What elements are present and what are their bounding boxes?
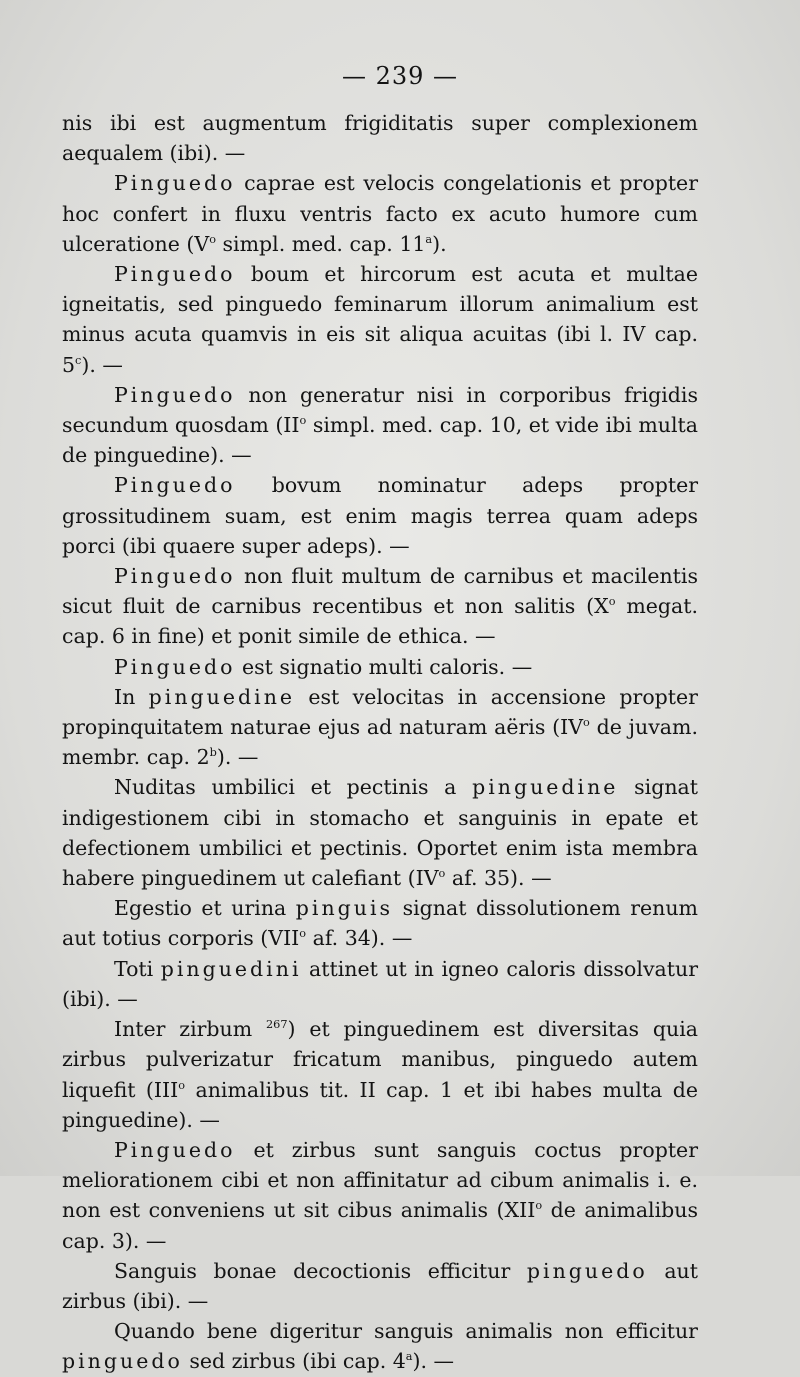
paragraph	[62, 1316, 698, 1376]
paragraph	[62, 772, 698, 893]
paragraph	[62, 168, 698, 259]
page-body-text	[62, 108, 698, 1377]
text-run: In	[114, 684, 149, 709]
paragraph	[62, 652, 698, 682]
paragraph	[62, 1256, 698, 1316]
superscript: o	[299, 927, 307, 941]
text-run: caprae est velocis congelationis et propter hoc confert in fluxu ventris facto ex acuto humore cum ulceratione (V	[62, 171, 698, 256]
text-run: signat dissolutionem renum aut totius corporis (VII	[62, 896, 698, 951]
text-run: nis ibi est augmentum frigiditatis super complexionem aequalem (ibi). —	[62, 111, 698, 166]
paragraph	[62, 682, 698, 773]
superscript: o	[178, 1078, 186, 1092]
text-run: et zirbus sunt sanguis coctus propter meliorationem cibi et non affinitatur ad cibum animalis i. e. non est conveniens ut sit cibus animalis (XII	[62, 1137, 698, 1223]
spaced-keyword: pinguis	[295, 896, 394, 921]
superscript: o	[583, 716, 590, 730]
spaced-keyword: Pinguedo	[114, 564, 236, 589]
text-run: est velocitas in accensione propter propinquitatem naturae ejus ad naturam aëris (IV	[62, 684, 698, 740]
superscript: c	[75, 353, 82, 367]
text-run: boum et hircorum est acuta et multae igneitatis, sed pinguedo feminarum illorum animalium est minus acuta quamvis in eis sit aliqua acuitas (ibi l. IV cap. 5	[62, 262, 698, 377]
text-run: Sanguis bonae decoctionis efficitur	[114, 1258, 527, 1283]
paragraph	[62, 380, 698, 471]
superscript: o	[299, 414, 307, 428]
text-run: ). —	[216, 745, 259, 770]
superscript: o	[209, 232, 216, 246]
spaced-keyword: pinguedo	[62, 1349, 183, 1374]
spaced-keyword: Pinguedo	[114, 654, 236, 679]
text-run: bovum nominatur adeps propter grossitudinem suam, est enim magis terrea quam adeps porci (ibi quaere super adeps). —	[62, 473, 698, 558]
superscript: b	[209, 746, 217, 760]
paragraph	[62, 470, 698, 561]
spaced-keyword: Pinguedo	[114, 1137, 236, 1162]
paragraph	[62, 259, 698, 380]
text-run: non fluit multum de carnibus et macilentis sicut fluit de carnibus recentibus et non salitis (X	[62, 564, 698, 619]
spaced-keyword: Pinguedo	[114, 262, 236, 287]
spaced-keyword: pinguedo	[526, 1258, 648, 1283]
text-run: attinet ut in igneo caloris dissolvatur (ibi). —	[62, 956, 698, 1011]
text-run: Inter zirbum	[114, 1017, 267, 1042]
spaced-keyword: Pinguedo	[114, 473, 236, 498]
superscript: o	[438, 867, 446, 881]
text-run: non generatur nisi in corporibus frigidis secundum quosdam (II	[62, 382, 698, 438]
spaced-keyword: pinguedine	[148, 684, 296, 709]
text-run: ). —	[412, 1349, 455, 1374]
text-run: megat. cap. 6 in fine) et ponit simile de ethica. —	[62, 594, 699, 649]
text-run: Nuditas umbilici et pectinis a	[114, 775, 473, 800]
paragraph	[62, 954, 698, 1014]
paragraph	[62, 108, 698, 168]
text-run: ).	[432, 231, 447, 256]
text-run: aut zirbus (ibi). —	[62, 1258, 698, 1313]
text-run: animalibus tit. II cap. 1 et ibi habes multa de pinguedine). —	[62, 1077, 698, 1132]
text-run: Toti	[114, 956, 161, 981]
superscript: o	[535, 1199, 543, 1213]
text-run: signat indigestionem cibi in stomacho et sanguinis in epate et defectionem umbilici et pectinis. Oportet enim ista membra habere pinguedinem ut calefiant (IV	[62, 775, 698, 891]
text-run: ). —	[81, 352, 123, 377]
text-run: simpl. med. cap. 10, et vide ibi multa de pinguedine). —	[62, 413, 698, 468]
page-number: — 239 —	[341, 62, 459, 90]
paragraph	[62, 893, 698, 953]
text-run: de animalibus cap. 3). —	[62, 1198, 698, 1253]
superscript: 267	[266, 1018, 288, 1032]
text-run: af. 34). —	[306, 926, 413, 951]
paragraph	[62, 561, 698, 652]
text-run: sed zirbus (ibi cap. 4	[182, 1349, 406, 1374]
text-run: af. 35). —	[445, 866, 552, 891]
paragraph	[62, 1135, 698, 1256]
text-run: est signatio multi caloris. —	[235, 654, 533, 679]
paragraph	[62, 1014, 698, 1135]
superscript: a	[405, 1350, 413, 1364]
text-run: de juvam. membr. cap. 2	[62, 715, 698, 770]
text-run: ) et pinguedinem est diversitas quia zirbus pulverizatur fricatum manibus, pinguedo autem liquefit (III	[62, 1017, 698, 1102]
text-run: simpl. med. cap. 11	[215, 231, 426, 256]
superscript: a	[425, 232, 433, 246]
text-run: Egestio et urina	[114, 896, 296, 921]
spaced-keyword: Pinguedo	[114, 171, 236, 196]
text-run: Quando bene digeritur sanguis animalis non efficitur	[114, 1319, 698, 1344]
spaced-keyword: pinguedini	[160, 956, 302, 981]
spaced-keyword: pinguedine	[472, 775, 619, 800]
superscript: o	[608, 595, 616, 609]
spaced-keyword: Pinguedo	[114, 382, 236, 407]
